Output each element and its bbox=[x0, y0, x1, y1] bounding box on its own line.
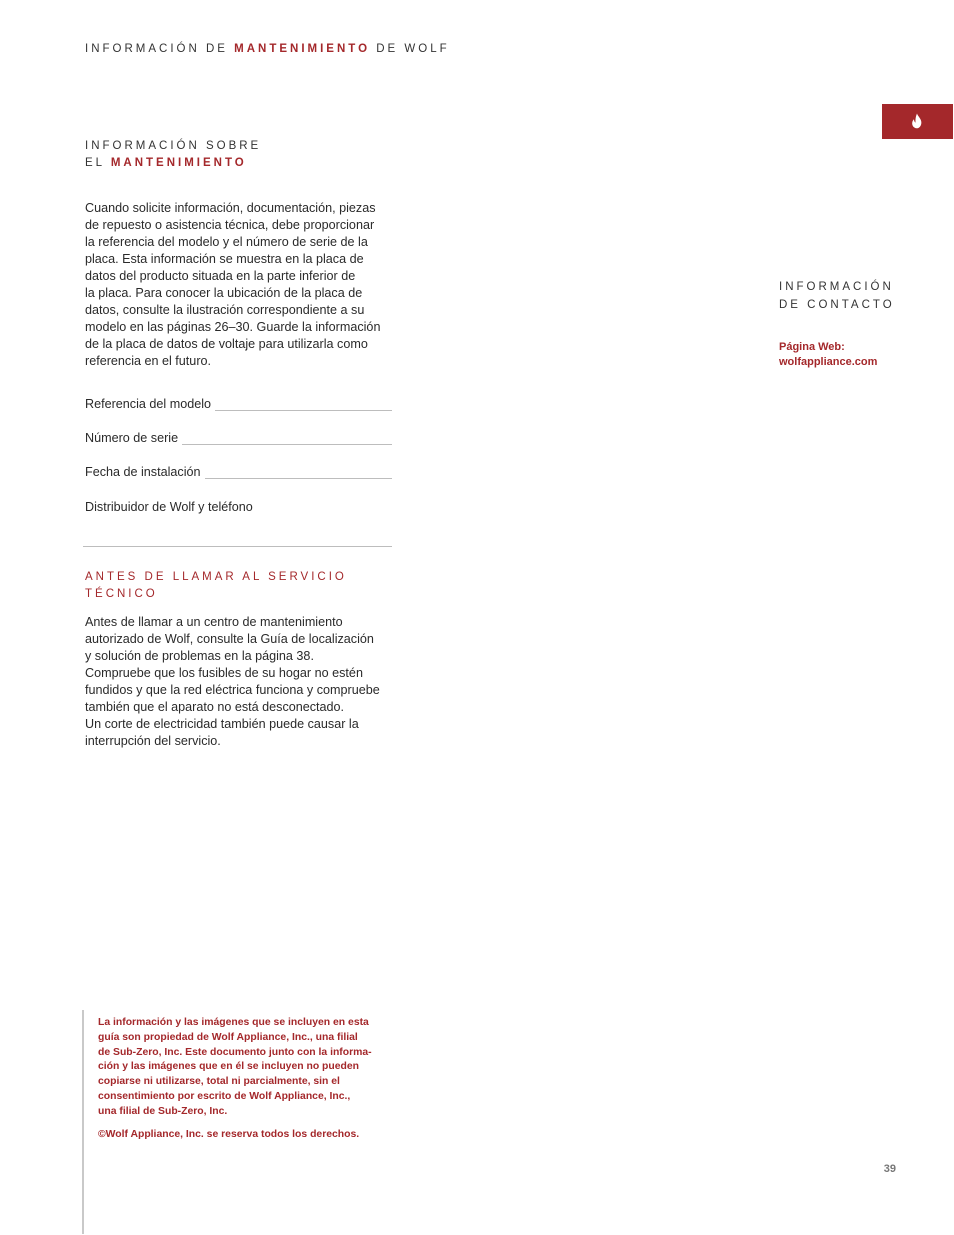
paragraph-line: la referencia del modelo y el número de serie de la bbox=[85, 235, 368, 249]
header-suffix: DE WOLF bbox=[370, 43, 450, 55]
website-link[interactable]: wolfappliance.com bbox=[779, 356, 878, 368]
legal-line: guía son propiedad de Wolf Appliance, Inc., una filial bbox=[98, 1031, 358, 1043]
heading-line: TÉCNICO bbox=[85, 588, 158, 600]
service-info-paragraph bbox=[85, 200, 415, 370]
heading-line: INFORMACIÓN bbox=[779, 281, 894, 293]
heading-line: ANTES DE LLAMAR AL SERVICIO bbox=[85, 571, 347, 583]
website-label: Página Web: bbox=[779, 341, 845, 353]
paragraph-line: de la placa de datos de voltaje para utilizarla como bbox=[85, 337, 368, 351]
blank-line bbox=[182, 433, 392, 445]
section-tab bbox=[882, 104, 953, 139]
heading-line bbox=[85, 155, 261, 172]
heading-line: DE CONTACTO bbox=[779, 299, 895, 311]
paragraph-line: datos, consulte la ilustración correspondiente a su bbox=[85, 303, 365, 317]
paragraph-line: la placa. Para conocer la ubicación de la placa de bbox=[85, 286, 363, 300]
paragraph-line: fundidos y que la red eléctrica funciona y compruebe bbox=[85, 683, 380, 697]
heading-line: INFORMACIÓN SOBRE bbox=[85, 140, 262, 152]
section-heading-service-info bbox=[85, 138, 261, 172]
legal-line: copiarse ni utilizarse, total ni parcialmente, sin el bbox=[98, 1076, 340, 1088]
legal-line: de Sub-Zero, Inc. Este documento junto con la informa- bbox=[98, 1046, 372, 1058]
paragraph-line: y solución de problemas en la página 38. bbox=[85, 649, 314, 663]
model-number-field bbox=[85, 397, 392, 411]
paragraph-line: referencia en el futuro. bbox=[85, 354, 212, 368]
page-number: 39 bbox=[883, 1163, 896, 1175]
paragraph-line: también que el aparato no está desconectado. bbox=[85, 700, 345, 714]
footer-vertical-rule bbox=[82, 1010, 84, 1234]
paragraph-line: Un corte de electricidad también puede causar la bbox=[85, 717, 359, 731]
flame-icon bbox=[911, 113, 923, 129]
copyright-notice: ©Wolf Appliance, Inc. se reserva todos los derechos. bbox=[98, 1129, 360, 1140]
blank-line bbox=[205, 467, 392, 479]
paragraph-line: autorizado de Wolf, consulte la Guía de localización bbox=[85, 632, 374, 646]
installation-date-field bbox=[85, 465, 392, 479]
paragraph-line: Cuando solicite información, documentación, piezas bbox=[85, 201, 376, 215]
field-label: Distribuidor de Wolf y teléfono bbox=[85, 500, 253, 514]
legal-notice bbox=[98, 1016, 418, 1120]
paragraph-line: datos del producto situada en la parte inferior de bbox=[85, 269, 356, 283]
legal-line: consentimiento por escrito de Wolf Appliance, Inc., bbox=[98, 1090, 351, 1102]
paragraph-line: de repuesto o asistencia técnica, debe proporcionar bbox=[85, 218, 375, 232]
serial-number-field bbox=[85, 431, 392, 445]
blank-line bbox=[215, 399, 392, 411]
field-label: Referencia del modelo bbox=[85, 397, 212, 411]
paragraph-line: modelo en las páginas 26–30. Guarde la información bbox=[85, 320, 381, 334]
field-label: Fecha de instalación bbox=[85, 465, 201, 479]
before-calling-paragraph bbox=[85, 614, 415, 750]
paragraph-line: Antes de llamar a un centro de mantenimiento bbox=[85, 615, 343, 629]
dealer-phone-field bbox=[85, 500, 392, 514]
header-emphasis: MANTENIMIENTO bbox=[234, 43, 371, 55]
contact-website bbox=[779, 340, 877, 370]
legal-line: una filial de Sub-Zero, Inc. bbox=[98, 1105, 228, 1117]
heading-prefix: EL bbox=[85, 157, 111, 169]
field-label: Número de serie bbox=[85, 431, 179, 445]
legal-line: La información y las imágenes que se incluyen en esta bbox=[98, 1017, 369, 1028]
section-divider bbox=[83, 546, 392, 547]
paragraph-line: interrupción del servicio. bbox=[85, 734, 221, 748]
legal-line: ción y las imágenes que en él se incluyen no pueden bbox=[98, 1061, 359, 1073]
running-header bbox=[85, 43, 450, 55]
paragraph-line: placa. Esta información se muestra en la placa de bbox=[85, 252, 364, 266]
header-prefix: INFORMACIÓN DE bbox=[85, 43, 235, 55]
section-heading-before-calling bbox=[85, 569, 347, 603]
paragraph-line: Compruebe que los fusibles de su hogar no estén bbox=[85, 666, 363, 680]
heading-emphasis: MANTENIMIENTO bbox=[110, 157, 247, 169]
contact-heading bbox=[779, 278, 895, 314]
